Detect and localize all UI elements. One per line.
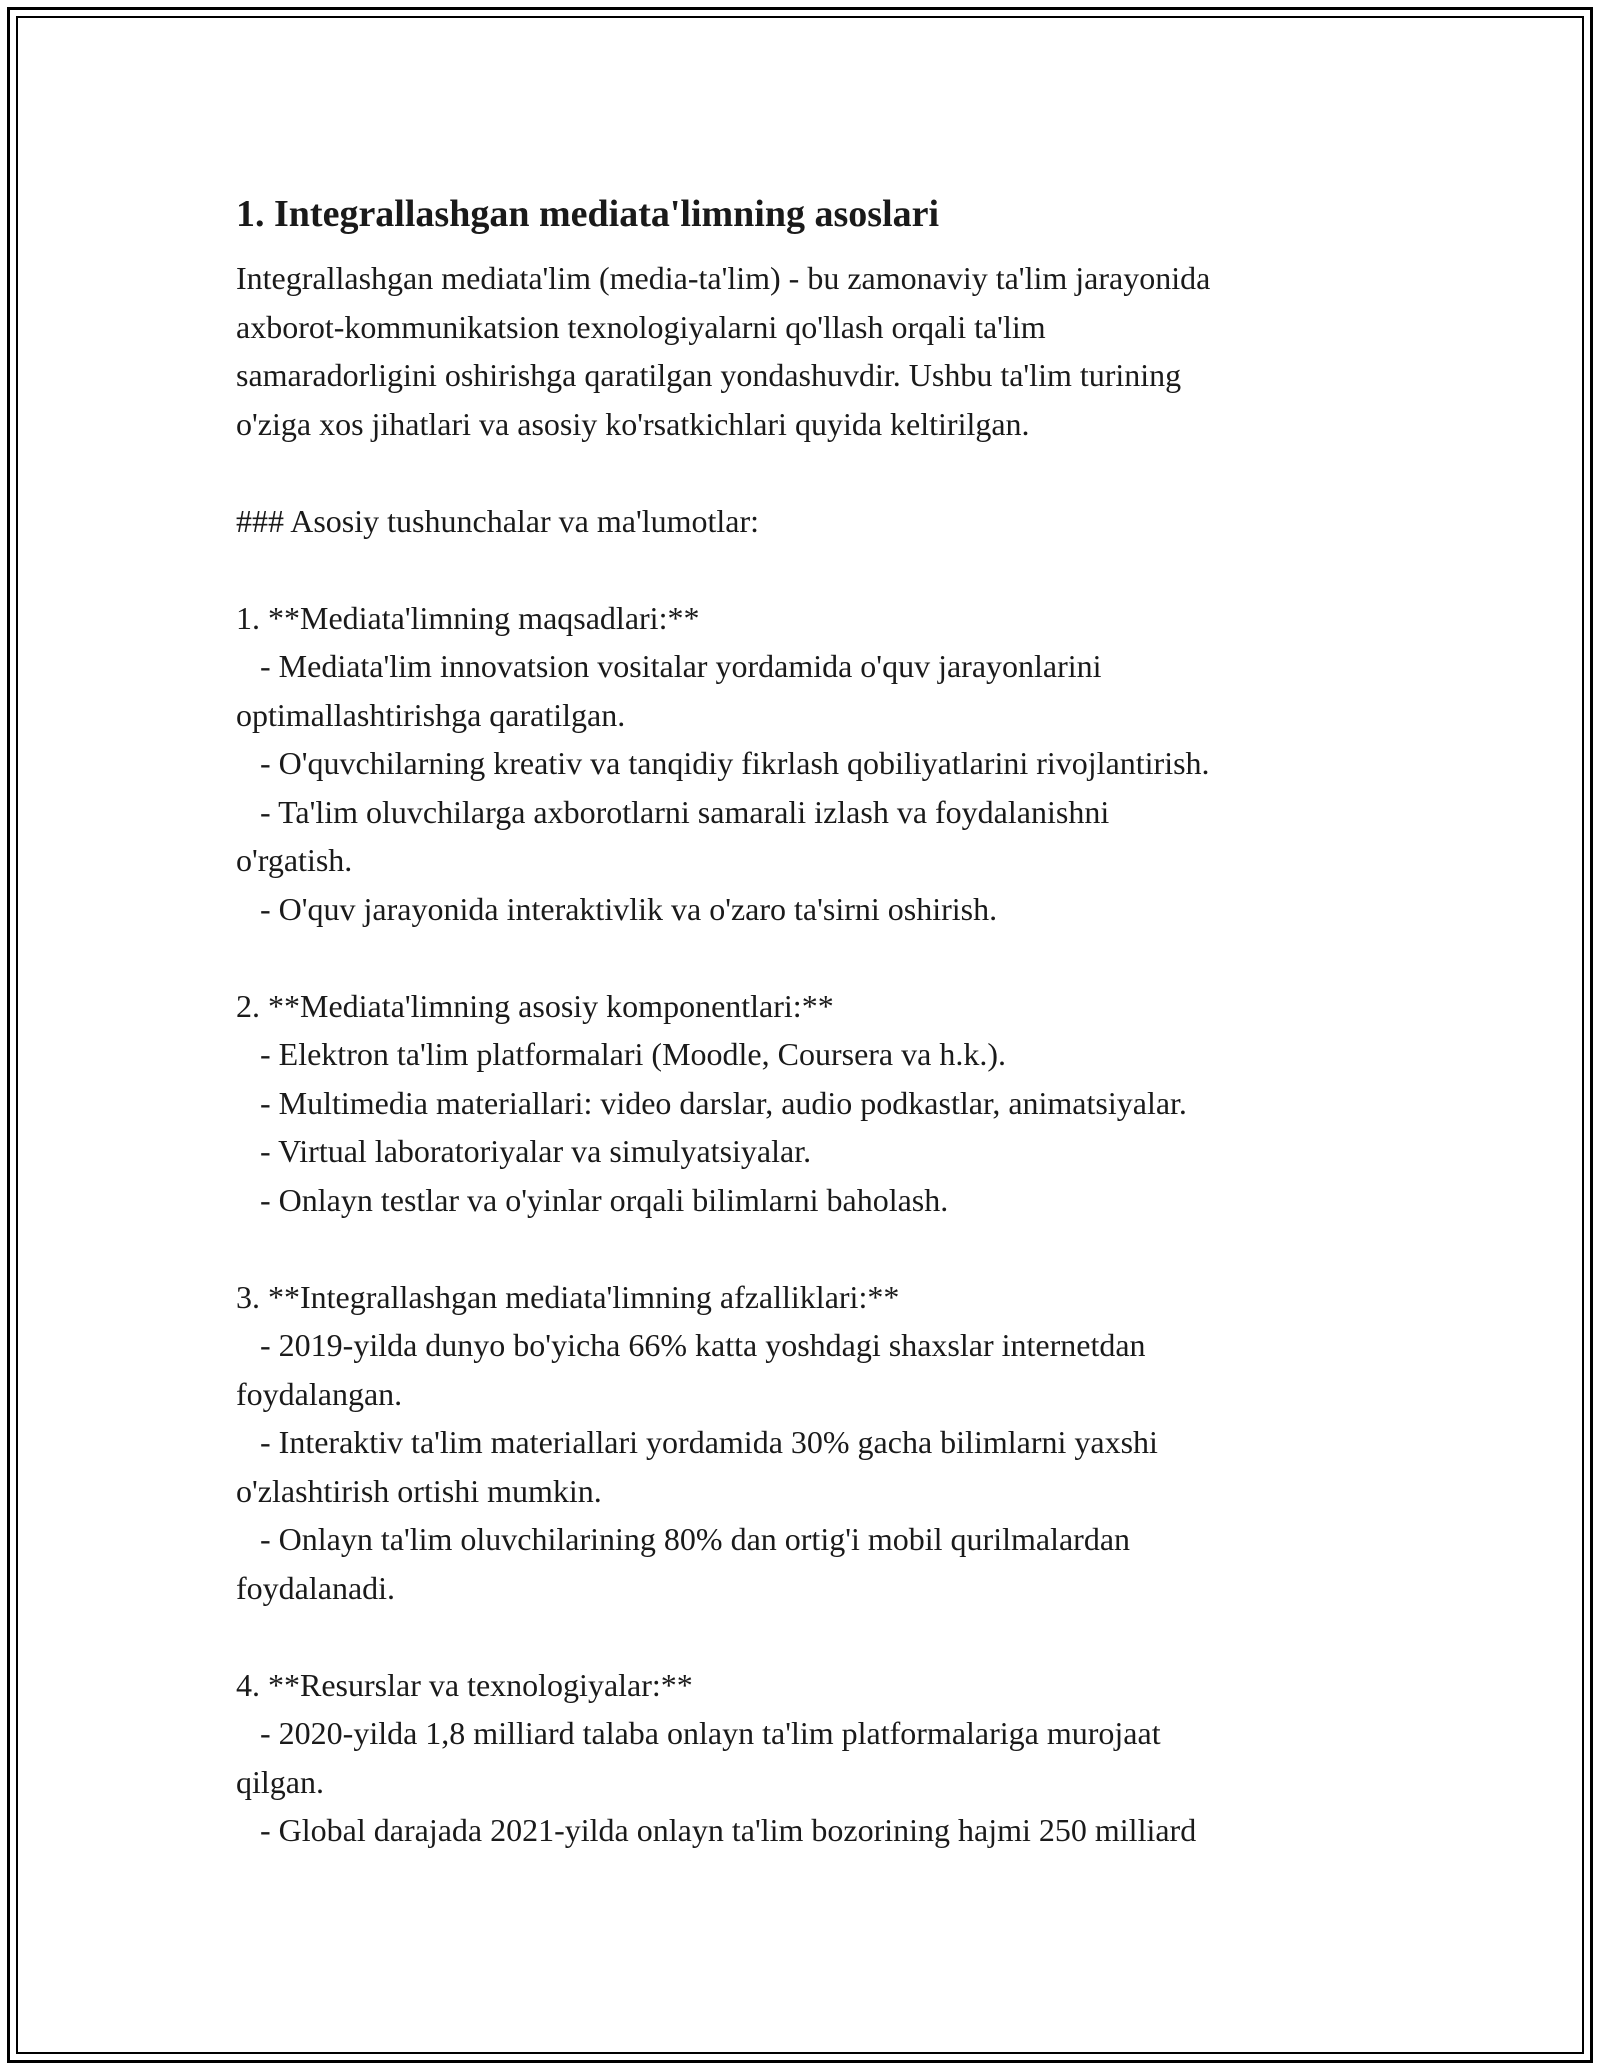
section-line: - Ta'lim oluvchilarga axborotlarni samarali izlash va foydalanishni xyxy=(236,793,1110,830)
section-line: - 2019-yilda dunyo bo'yicha 66% katta yoshdagi shaxslar internetdan xyxy=(236,1327,1146,1363)
document-heading: 1. Integrallashgan mediata'limning asoslari xyxy=(236,193,940,235)
section-line: - Onlayn ta'lim oluvchilarining 80% dan ortig'i mobil qurilmalardan xyxy=(236,1521,1131,1557)
intro-paragraph xyxy=(236,254,1396,1855)
blank-line xyxy=(236,933,1396,982)
section-line: foydalangan. xyxy=(236,1375,403,1412)
section-title: 4. **Resurslar va texnologiyalar:** xyxy=(236,1666,693,1703)
section-line: - Interaktiv ta'lim materiallari yordamida 30% gacha bilimlarni yaxshi xyxy=(236,1424,1158,1460)
intro-line: axborot-kommunikatsion texnologiyalarni qo'llash orqali ta'lim xyxy=(236,308,1046,345)
section-line: - 2020-yilda 1,8 milliard talaba onlayn ta'lim platformalariga murojaat xyxy=(236,1715,1161,1751)
section-title: 1. **Mediata'limning maqsadlari:** xyxy=(236,599,700,636)
blank-line xyxy=(236,1224,1396,1273)
section-line: - O'quvchilarning kreativ va tanqidiy fikrlash qobiliyatlarini rivojlantirish. xyxy=(236,745,1210,781)
intro-line: o'ziga xos jihatlari va asosiy ko'rsatkichlari quyida keltirilgan. xyxy=(236,405,1030,442)
blank-line xyxy=(236,448,1396,497)
section-line: - Global darajada 2021-yilda onlayn ta'lim bozorining hajmi 250 milliard xyxy=(236,1812,1197,1848)
intro-line: samaradorligini oshirishga qaratilgan yondashuvdir. Ushbu ta'lim turining xyxy=(236,357,1182,393)
blank-line xyxy=(236,545,1396,594)
section-title: 3. **Integrallashgan mediata'limning afzalliklari:** xyxy=(236,1278,900,1315)
section-line: - Multimedia materiallari: video darslar, audio podkastlar, animatsiyalar. xyxy=(236,1084,1187,1121)
section-line: o'zlashtirish ortishi mumkin. xyxy=(236,1472,602,1509)
subheading: ### Asosiy tushunchalar va ma'lumotlar: xyxy=(236,502,760,539)
section-line: - Onlayn testlar va o'yinlar orqali bilimlarni baholash. xyxy=(236,1181,949,1218)
section-line: o'rgatish. xyxy=(236,842,353,878)
section-line: foydalanadi. xyxy=(236,1569,396,1606)
section-line: optimallashtirishga qaratilgan. xyxy=(236,696,626,733)
document-content xyxy=(236,186,1396,1855)
intro-line: Integrallashgan mediata'lim (media-ta'lim) - bu zamonaviy ta'lim jarayonida xyxy=(236,260,1211,296)
section-line: - Elektron ta'lim platformalari (Moodle, Coursera va h.k.). xyxy=(236,1036,1006,1072)
section-line: - O'quv jarayonida interaktivlik va o'zaro ta'sirni oshirish. xyxy=(236,890,998,927)
section-line: - Mediata'lim innovatsion vositalar yordamida o'quv jarayonlarini xyxy=(236,648,1102,684)
blank-line xyxy=(236,1612,1396,1661)
section-title: 2. **Mediata'limning asosiy komponentlari:** xyxy=(236,987,834,1024)
section-line: - Virtual laboratoriyalar va simulyatsiyalar. xyxy=(236,1133,812,1169)
section-line: qilgan. xyxy=(236,1763,324,1800)
